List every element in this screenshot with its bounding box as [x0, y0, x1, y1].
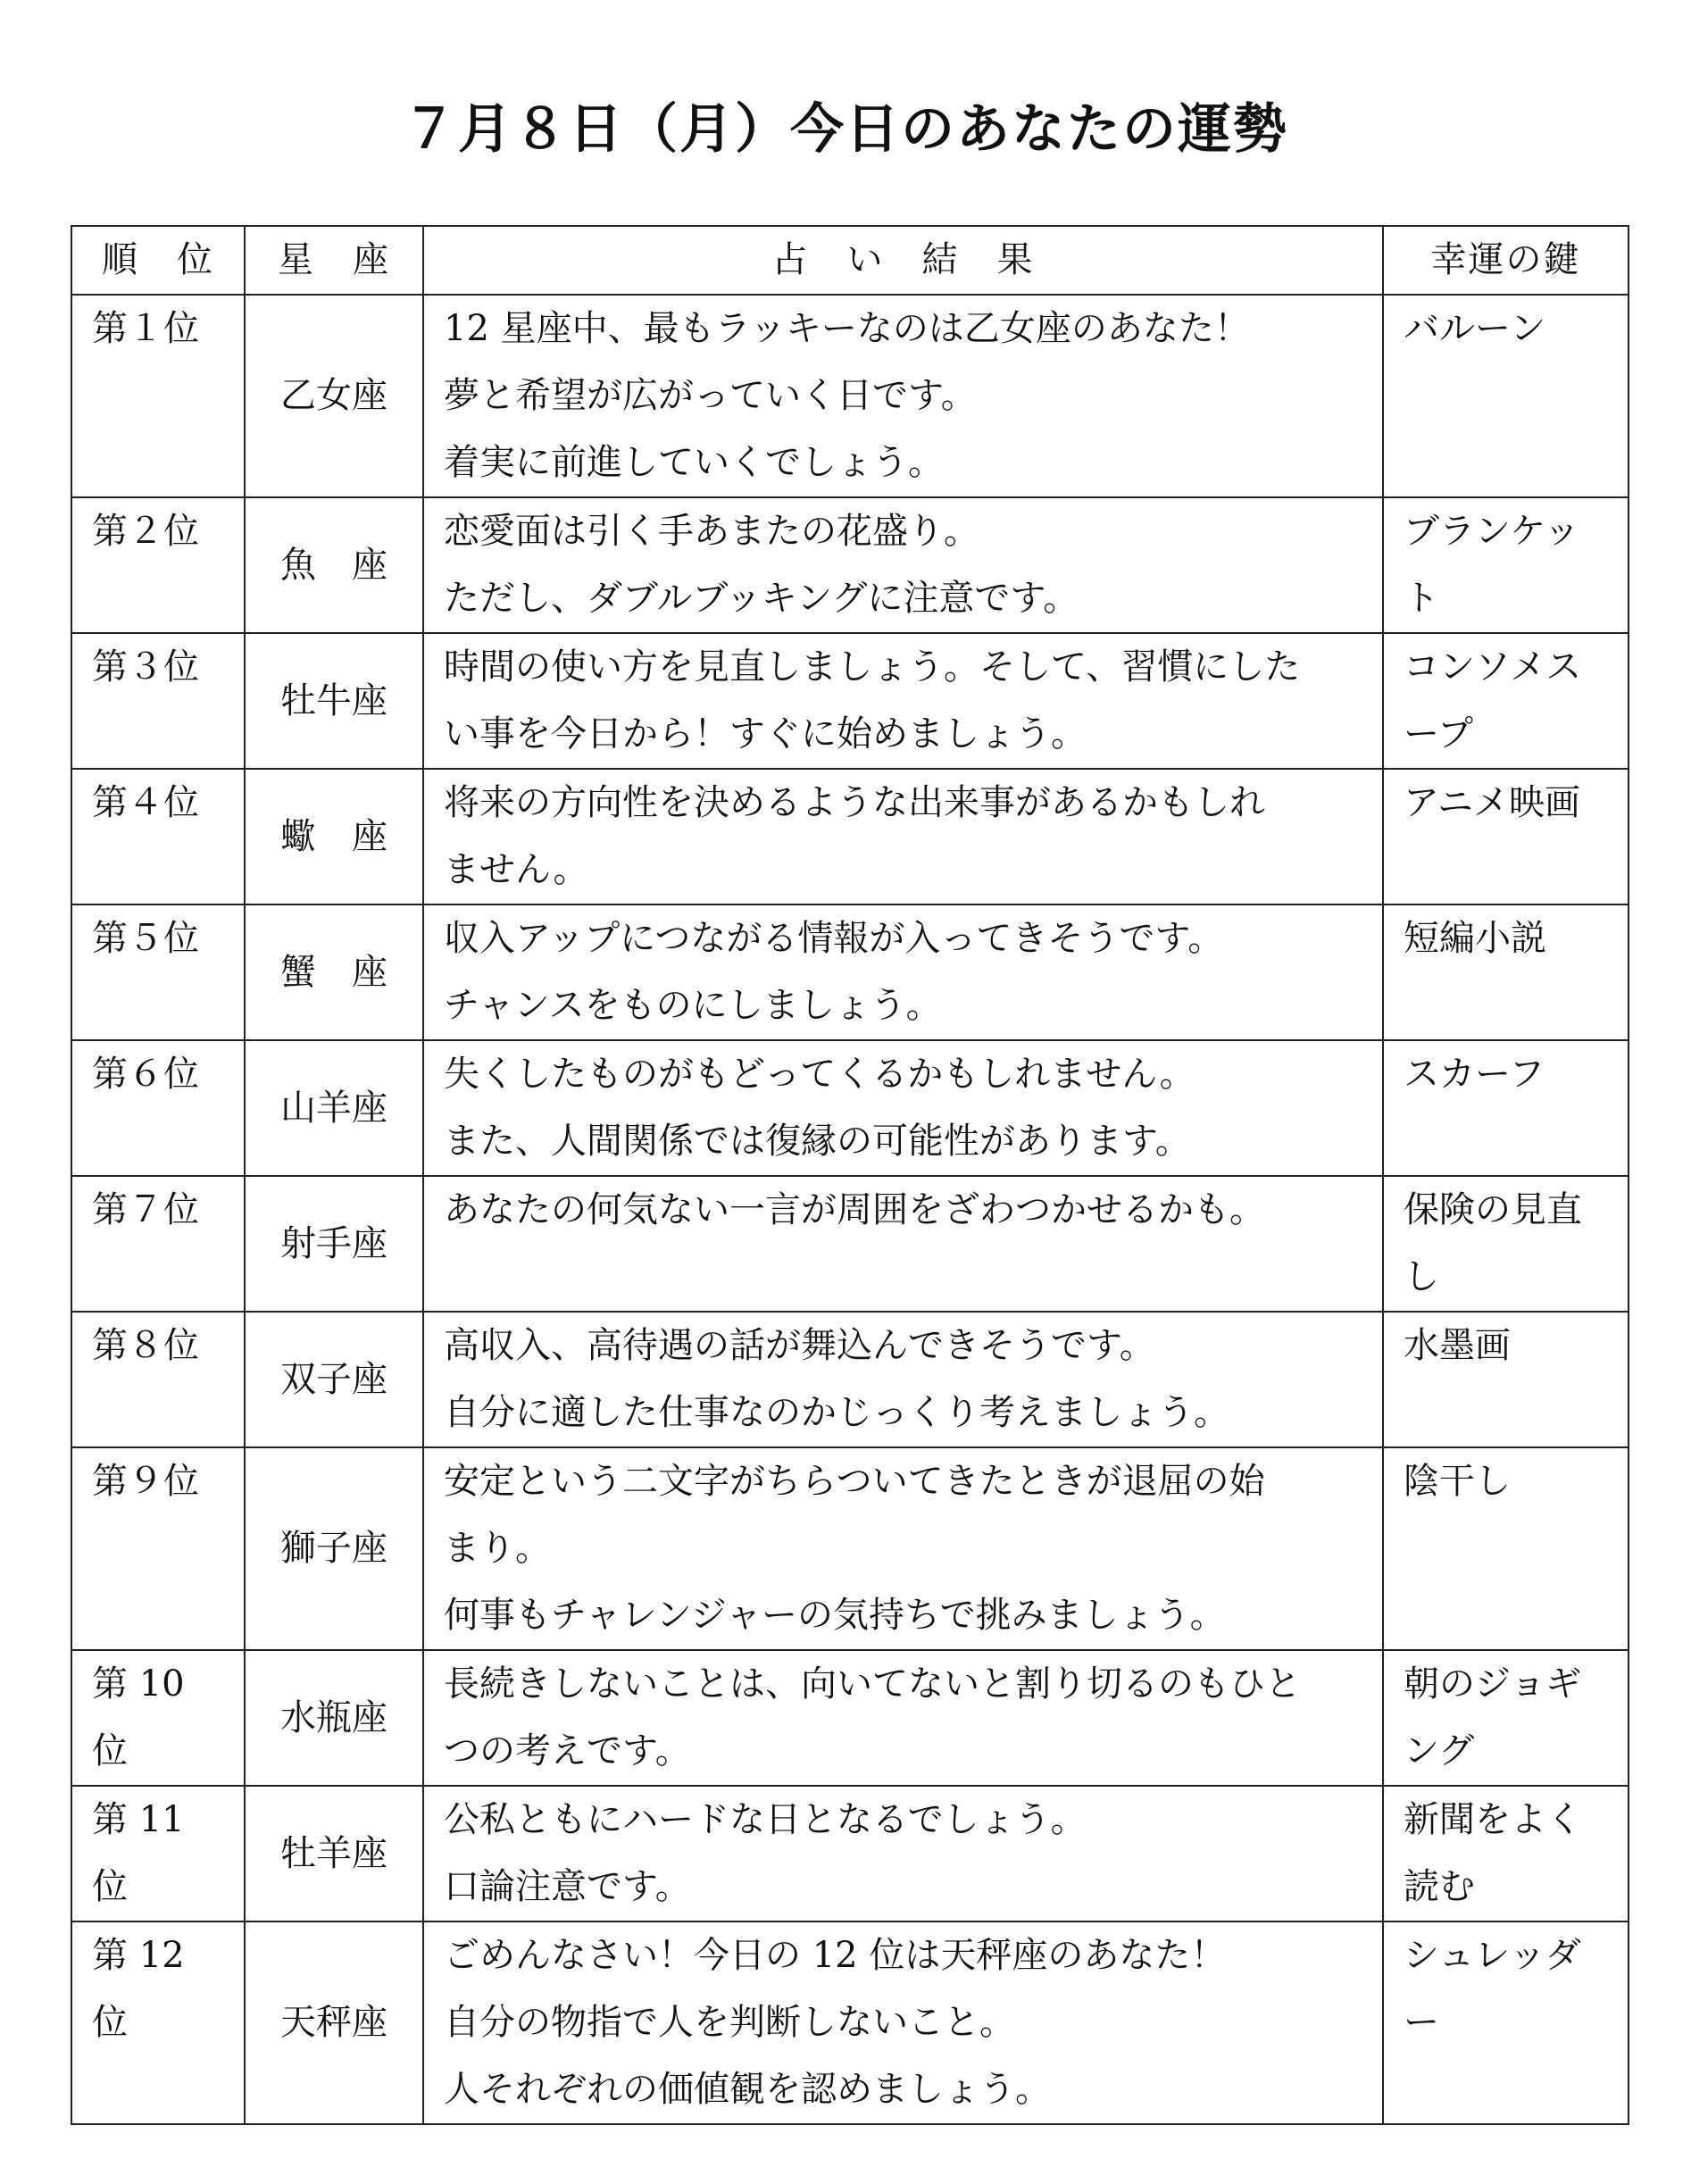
rank-cell: 第 12 位	[71, 1921, 245, 2124]
lucky-key-line: ング	[1404, 1730, 1475, 1771]
table-row	[71, 1786, 1629, 1921]
lucky-key-line: 読む	[1404, 1866, 1475, 1907]
sign-cell: 蟹 座	[245, 904, 423, 1040]
rank-cell: 第 11 位	[71, 1786, 245, 1921]
table-header-row	[71, 226, 1629, 295]
lucky-key-line: ー	[1404, 2002, 1439, 2043]
result-line: 安定という二文字がちらついてきたときが退屈の始	[444, 1461, 1265, 1502]
table-row	[71, 1447, 1629, 1650]
result-line: ごめんなさい！今日の 12 位は天秤座のあなた！	[444, 1935, 1227, 1976]
result-line: ただし、ダブルブッキングに注意です。	[444, 578, 1079, 619]
lucky-key-cell	[1383, 633, 1629, 769]
result-line: い事を今日から！すぐに始めましょう。	[444, 713, 1087, 754]
lucky-key-line: 新聞をよく	[1404, 1799, 1582, 1840]
header-result: 占 い 結 果	[423, 226, 1383, 295]
result-cell	[423, 1786, 1383, 1921]
rank-cell: 第７位	[71, 1176, 245, 1312]
table-row	[71, 769, 1629, 904]
result-line: 恋愛面は引く手あまたの花盛り。	[444, 511, 979, 552]
lucky-key-line: 水墨画	[1404, 1325, 1511, 1366]
result-cell	[423, 1176, 1383, 1312]
rank-cell: 第４位	[71, 769, 245, 904]
sign-cell: 牡羊座	[245, 1786, 423, 1921]
result-line: つの考えです。	[444, 1730, 691, 1771]
rank-cell: 第５位	[71, 904, 245, 1040]
table-row	[71, 295, 1629, 497]
lucky-key-line: ト	[1404, 578, 1439, 619]
result-line: 将来の方向性を決めるような出来事があるかもしれ	[444, 782, 1265, 823]
result-line: 収入アップにつながる情報が入ってきそうです。	[444, 918, 1224, 959]
sign-cell: 山羊座	[245, 1040, 423, 1176]
table-row	[71, 1176, 1629, 1312]
sign-cell: 水瓶座	[245, 1650, 423, 1786]
result-line: 高収入、高待遇の話が舞込んできそうです。	[444, 1325, 1155, 1366]
result-cell	[423, 1921, 1383, 2124]
lucky-key-cell	[1383, 1447, 1629, 1650]
fortune-table	[71, 225, 1629, 2125]
sign-cell: 射手座	[245, 1176, 423, 1312]
lucky-key-cell	[1383, 769, 1629, 904]
lucky-key-line: シュレッダ	[1404, 1935, 1581, 1976]
rank-cell: 第３位	[71, 633, 245, 769]
result-cell	[423, 1650, 1383, 1786]
rank-cell: 第１位	[71, 295, 245, 497]
header-sign: 星 座	[245, 226, 423, 295]
table-row	[71, 904, 1629, 1040]
lucky-key-cell	[1383, 1650, 1629, 1786]
lucky-key-line: し	[1404, 1256, 1439, 1297]
result-line: 時間の使い方を見直しましょう。そして、習慣にした	[444, 646, 1301, 688]
result-line: 自分の物指で人を判断しないこと。	[444, 2002, 1015, 2043]
page-title: ７月８日（月）今日のあなたの運勢	[403, 98, 1288, 162]
result-line: 口論注意です。	[444, 1866, 691, 1907]
rank-cell: 第８位	[71, 1312, 245, 1447]
result-line: ません。	[444, 849, 589, 890]
lucky-key-line: ブランケッ	[1404, 511, 1580, 552]
result-line: まり。	[444, 1528, 551, 1569]
result-cell	[423, 769, 1383, 904]
result-cell	[423, 1447, 1383, 1650]
rank-cell: 第６位	[71, 1040, 245, 1176]
table-row	[71, 1650, 1629, 1786]
result-cell	[423, 1312, 1383, 1447]
result-line: チャンスをものにしましょう。	[444, 985, 942, 1026]
result-line: 失くしたものがもどってくるかもしれません。	[444, 1054, 1195, 1095]
result-line: 公私ともにハードな日となるでしょう。	[444, 1799, 1087, 1840]
lucky-key-line: ープ	[1404, 713, 1473, 754]
result-cell	[423, 1040, 1383, 1176]
header-key: 幸運の鍵	[1383, 226, 1629, 295]
lucky-key-line: コンソメス	[1404, 646, 1582, 688]
sign-cell: 牡牛座	[245, 633, 423, 769]
table-row	[71, 497, 1629, 633]
sign-cell: 魚 座	[245, 497, 423, 633]
result-line: あなたの何気ない一言が周囲をざわつかせるかも。	[444, 1189, 1265, 1230]
result-line: 自分に適した仕事なのかじっくり考えましょう。	[444, 1392, 1229, 1433]
rank-cell: 第 10 位	[71, 1650, 245, 1786]
result-line: 人それぞれの価値観を認めましょう。	[444, 2069, 1051, 2110]
result-cell	[423, 497, 1383, 633]
result-line: 夢と希望が広がっていく日です。	[444, 375, 977, 416]
lucky-key-cell	[1383, 1312, 1629, 1447]
sign-cell: 天秤座	[245, 1921, 423, 2124]
rank-cell: 第９位	[71, 1447, 245, 1650]
result-cell	[423, 633, 1383, 769]
table-row	[71, 1040, 1629, 1176]
table-body	[71, 295, 1629, 2124]
sign-cell: 獅子座	[245, 1447, 423, 1650]
sign-cell: 乙女座	[245, 295, 423, 497]
lucky-key-line: バルーン	[1404, 308, 1546, 349]
header-rank: 順 位	[71, 226, 245, 295]
table-row	[71, 633, 1629, 769]
result-cell	[423, 904, 1383, 1040]
table-row	[71, 1921, 1629, 2124]
lucky-key-line: 陰干し	[1404, 1461, 1511, 1502]
lucky-key-line: スカーフ	[1404, 1054, 1545, 1095]
sign-cell: 蠍 座	[245, 769, 423, 904]
result-line: 長続きしないことは、向いてないと割り切るのもひと	[444, 1663, 1301, 1705]
lucky-key-cell	[1383, 1786, 1629, 1921]
lucky-key-line: 保険の見直	[1404, 1189, 1582, 1230]
rank-cell: 第２位	[71, 497, 245, 633]
sign-cell: 双子座	[245, 1312, 423, 1447]
lucky-key-cell	[1383, 1921, 1629, 2124]
lucky-key-line: 朝のジョギ	[1404, 1663, 1582, 1705]
result-line: 着実に前進していくでしょう。	[444, 442, 944, 483]
lucky-key-cell	[1383, 904, 1629, 1040]
lucky-key-cell	[1383, 1176, 1629, 1312]
lucky-key-line: 短編小説	[1404, 918, 1546, 959]
result-line: 何事もチャレンジャーの気持ちで挑みましょう。	[444, 1595, 1226, 1636]
lucky-key-cell	[1383, 295, 1629, 497]
lucky-key-line: アニメ映画	[1404, 782, 1580, 823]
lucky-key-cell	[1383, 1040, 1629, 1176]
result-line: 12 星座中、最もラッキーなのは乙女座のあなた！	[444, 308, 1250, 349]
result-line: また、人間関係では復縁の可能性があります。	[444, 1121, 1191, 1162]
table-row	[71, 1312, 1629, 1447]
lucky-key-cell	[1383, 497, 1629, 633]
result-cell	[423, 295, 1383, 497]
